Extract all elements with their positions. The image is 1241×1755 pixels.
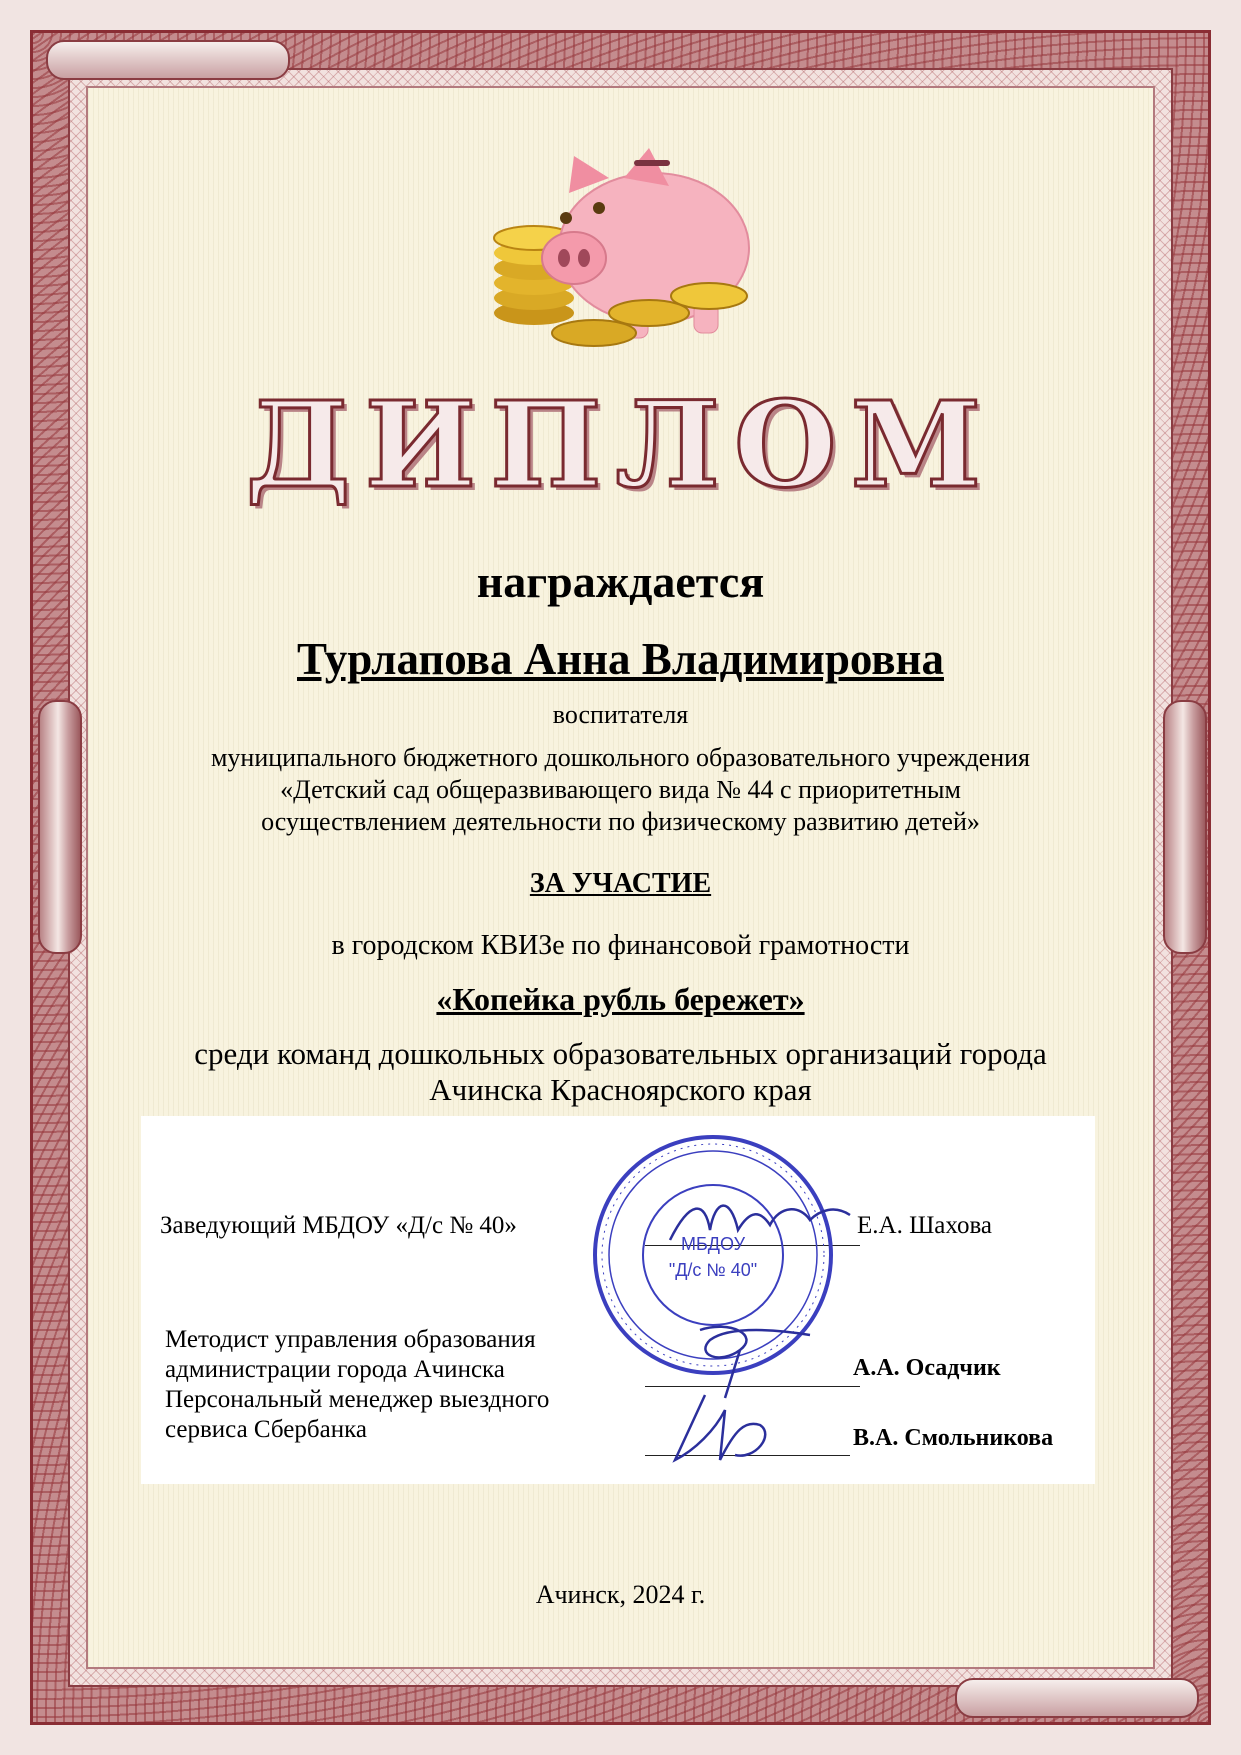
stamp-center-line: МБДОУ xyxy=(680,1234,746,1254)
piggy-bank-icon xyxy=(474,138,774,358)
signer3-role-line: Персональный менеджер выездного xyxy=(165,1386,550,1413)
signer1-role: Заведующий МБДОУ «Д/с № 40» xyxy=(160,1212,517,1239)
institution-block xyxy=(0,742,1241,838)
event-description: в городском КВИЗе по финансовой грамотности xyxy=(331,930,910,961)
ribbon-bottom-right xyxy=(955,1678,1199,1718)
institution-line: муниципального бюджетного дошкольного образовательного учреждения xyxy=(210,743,1031,772)
certificate-title: ДИПЛОМ xyxy=(245,375,996,514)
place-date: Ачинск, 2024 г. xyxy=(535,1580,706,1609)
signature-mark-3 xyxy=(665,1390,785,1470)
award-reason: ЗА УЧАСТИЕ xyxy=(529,868,712,899)
signer2-role-line: Методист управления образования xyxy=(165,1326,536,1353)
signature-mark-1 xyxy=(660,1190,860,1260)
institution-line: «Детский сад общеразвивающего вида № 44 с приоритетным xyxy=(280,775,961,804)
signer1-name: Е.А. Шахова xyxy=(857,1212,993,1239)
signature-mark-2 xyxy=(680,1320,820,1400)
recipient-position: воспитателя xyxy=(552,700,689,729)
signer3-name: В.А. Смольникова xyxy=(853,1425,1054,1451)
recipient-name: Турлапова Анна Владимировна xyxy=(297,634,944,684)
stamp-center-line: "Д/с № 40" xyxy=(668,1260,758,1280)
signer2-name: А.А. Осадчик xyxy=(853,1355,1001,1381)
awarded-heading: награждается xyxy=(476,556,765,607)
signer2-3-roles xyxy=(165,1325,549,1445)
institution-line: осуществлением деятельности по физическому развитию детей» xyxy=(261,807,980,836)
signer2-role-line: администрации города Ачинска xyxy=(165,1356,505,1383)
event-audience xyxy=(0,1036,1241,1108)
audience-line: Ачинска Красноярского края xyxy=(429,1072,812,1107)
audience-line: среди команд дошкольных образовательных организаций города xyxy=(194,1036,1047,1071)
signer3-role-line: сервиса Сбербанка xyxy=(165,1416,367,1443)
ribbon-top-left xyxy=(46,40,290,80)
event-name: «Копейка рубль бережет» xyxy=(436,981,805,1017)
